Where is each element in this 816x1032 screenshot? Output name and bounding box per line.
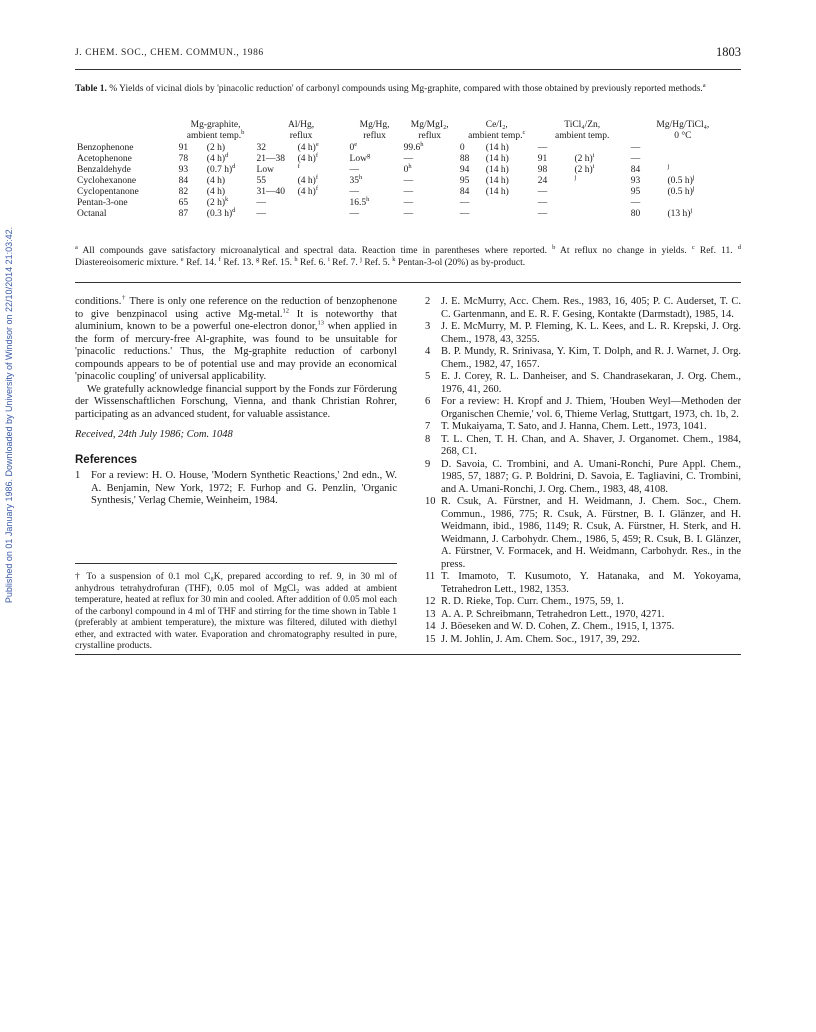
table-row [75, 165, 737, 176]
table-cell: 84 [459, 187, 470, 197]
reference-number: 5 [425, 371, 431, 382]
reference-text: B. P. Mundy, R. Srinivasa, Y. Kim, T. Dolph, and R. J. Warnet, J. Org. Chem., 1982, 47, 1657. [441, 346, 741, 370]
table-cell: — [459, 198, 470, 208]
col-ticl4-zn: TiCl₄/Zn, ambient temp. [555, 120, 610, 141]
running-header [75, 46, 741, 60]
reference-text: E. J. Corey, R. L. Danheiser, and S. Chandrasekaran, J. Org. Chem., 1976, 41, 260. [441, 371, 741, 395]
table-cell: — [403, 176, 414, 186]
table-cell: (0.3 h)$^d$ [206, 206, 236, 219]
page-number: 1803 [716, 45, 741, 59]
table-cell: (2 h)$^i$ [574, 151, 595, 164]
download-watermark [2, 210, 16, 620]
table-label: Table 1. [75, 84, 107, 94]
table-cell: j [574, 173, 577, 181]
table-cell: 87 [178, 209, 189, 219]
reference-number: 10 [425, 496, 436, 507]
table-cell: 0e [349, 140, 358, 153]
reference-item [425, 296, 741, 321]
table-cell [665, 154, 737, 165]
table-cell: 91 [537, 154, 548, 164]
reference-item [425, 346, 741, 371]
reference-item [425, 634, 741, 647]
table-cell: 65 [178, 198, 189, 208]
conclusion-paragraph: conditions.† There is only one reference on the reduction of benzophenone to give benzpinacol using active Mg-metal.$^{12}$ It is noteworthy that aluminium, known to be a powerful one-electron donor,$^{13}$ when applied in the form of mercury-free Al-graphite, was found to be unsuitable for 'pinacolic reductions.' Thus, the Mg-graphite reduction of carbonyl compounds appears to be of potential use and may provide an economical 'pinacolic coupling' of universal applicability. [75, 294, 397, 382]
col-mg-hg-ticl4: Mg/Hg/TiCl₄, 0 °C [656, 120, 710, 141]
footnote-mark: † [75, 572, 82, 582]
reference-number: 6 [425, 396, 431, 407]
reference-item [425, 496, 741, 571]
table-cell: 82 [178, 187, 189, 197]
table-bottom-rule [75, 282, 741, 283]
table-cell: 0$^h$ [403, 162, 412, 175]
table-cell: — [630, 198, 641, 208]
experimental-footnote [75, 572, 397, 653]
reference-item [425, 421, 741, 434]
table-cell: (4 h)$^f$ [297, 184, 318, 197]
reference-number: 14 [425, 621, 436, 632]
table-cell: (14 h) [485, 143, 509, 153]
table-cell: 16.5$^h$ [349, 195, 370, 208]
table-cell: 95 [630, 187, 641, 197]
table-cell [296, 198, 348, 209]
table-cell: — [403, 209, 414, 219]
references-right [425, 296, 741, 646]
table-cell: (4 h) [206, 176, 225, 186]
reference-number: 11 [425, 571, 436, 582]
table-caption-text: % Yields of vicinal diols by 'pinacolic reduction' of carbonyl compounds using Mg-graphite, compared with those obtained by previously reported methods. [109, 84, 703, 94]
table-row [75, 154, 737, 165]
table-cell: (14 h) [485, 187, 509, 197]
col-al-hg: Al/Hg, reflux [287, 120, 315, 141]
footnote-rule [75, 563, 397, 564]
references-heading: References [75, 453, 138, 466]
table-cell: — [349, 165, 360, 175]
reference-number: 8 [425, 433, 431, 445]
table-cell: — [630, 154, 641, 164]
table-cell: 78 [178, 154, 189, 164]
reference-item [425, 621, 741, 634]
reference-text: A. A. P. Schreibmann, Tetrahedron Lett., 1970, 4271. [441, 608, 665, 620]
download-watermark-text: Published on 01 January 1986. Downloaded by University of Windsor on 22/10/2014 21:03:42. [4, 226, 14, 604]
table-cell: 35$^h$ [349, 173, 363, 186]
reference-text: T. Imamoto, T. Kusumoto, Y. Hatanaka, and M. Yokoyama, Tetrahedron Lett., 1982, 1353. [441, 571, 741, 595]
table-cell [484, 198, 536, 209]
table-cell: Low [256, 165, 274, 175]
reference-text: J. E. McMurry, M. P. Fleming, K. L. Kees, and L. R. Krepski, J. Org. Chem., 1978, 43, 3255. [441, 321, 741, 345]
table-cell: Benzophenone [77, 143, 134, 153]
table-cell: 84 [630, 165, 641, 175]
reference-number: 15 [425, 633, 436, 645]
compound-header [75, 120, 177, 143]
journal-title: J. CHEM. SOC., CHEM. COMMUN., 1986 [75, 48, 264, 58]
table-cell: Cyclopentanone [77, 187, 139, 197]
reference-text: R. D. Rieke, Top. Curr. Chem., 1975, 59, 1. [441, 596, 624, 607]
table-cell [572, 143, 628, 154]
table-cell: (4 h)$^f$ [297, 173, 318, 186]
table-cell: Low$^g$ [349, 151, 371, 164]
table-cell: Cyclohexanone [77, 176, 137, 186]
table-row [75, 176, 737, 187]
reference-item [425, 571, 741, 596]
reference-text: J. M. Johlin, J. Am. Chem. Soc., 1917, 39, 292. [441, 633, 640, 645]
table-cell: — [403, 187, 414, 197]
reference-number: 2 [425, 296, 431, 307]
table-cell: — [403, 154, 414, 164]
table-cell: (14 h) [485, 165, 509, 175]
header-rule [75, 69, 741, 70]
table-cell [572, 209, 628, 220]
yields-table [75, 120, 737, 220]
table-cell: Acetophenone [77, 154, 132, 164]
table-cell: Octanal [77, 209, 107, 219]
table-cell: — [537, 187, 548, 197]
table-cell: 95 [459, 176, 470, 186]
table-cell: — [537, 143, 548, 153]
reference-text: J. Böeseken and W. D. Cohen, Z. Chem., 1915, I, 1375. [441, 621, 675, 632]
table-cell: (4 h)$^d$ [206, 151, 229, 164]
table-cell: — [537, 209, 548, 219]
table-cell: 88 [459, 154, 470, 164]
reference-item [75, 470, 397, 508]
table-row [75, 187, 737, 198]
table-cell: — [256, 209, 267, 219]
table-cell: (4 h)$^e$ [297, 140, 319, 153]
table-cell: (2 h)$^k$ [206, 195, 229, 208]
col-mg-graphite: Mg-graphite, ambient temp.$^b$ [186, 120, 245, 141]
table-cell: Benzaldehyde [77, 165, 131, 175]
table-cell: Pentan-3-one [77, 198, 128, 208]
table-cell [665, 198, 737, 209]
col-ce-i2: Ce/I₂, ambient temp.$^c$ [468, 120, 526, 141]
table-cell: 84 [178, 176, 189, 186]
table-cell: 21—38 [256, 154, 286, 164]
table-cell: (2 h)$^i$ [574, 162, 595, 175]
table-cell: (4 h)$^f$ [297, 151, 318, 164]
table-cell: (13 h)$^j$ [667, 206, 693, 219]
reference-text: For a review: H. Kropf and J. Thiem, 'Houben Weyl—Methoden der Organischen Chemie,' vol. 6, Thieme Verlag, Stuttgart, 1973, ch. 1b, 2. [441, 396, 741, 420]
table-body [75, 140, 737, 220]
table-cell: (2 h) [206, 143, 225, 153]
reference-text: T. Mukaiyama, T. Sato, and J. Hanna, Chem. Lett., 1973, 1041. [441, 421, 707, 432]
reference-item [425, 459, 741, 497]
table-cell: 0 [459, 143, 465, 153]
reference-text: D. Savoia, C. Trombini, and A. Umani-Ronchi, Pure Appl. Chem., 1985, 57, 1887; G. P. Boldrini, D. Savoia, E. Tagliavini, C. Trombini, and A. Umani-Ronchi, J. Org. Chem., 1983, 48, 4108. [441, 458, 741, 495]
table-cell: 91 [178, 143, 189, 153]
reference-item [425, 396, 741, 421]
table-cell: — [256, 198, 267, 208]
table-cell: (4 h) [206, 187, 225, 197]
left-column [75, 296, 397, 508]
reference-number: 7 [425, 421, 431, 432]
table-cell [484, 209, 536, 220]
reference-text: R. Csuk, A. Fürstner, and H. Weidmann, J. Chem. Soc., Chem. Commun., 1986, 775; R. Csuk, A. Fürstner, B. I. Glänzer, and H. Weidmann, ibid., 1986, 1149; R. Csuk, A. Fürstner, H. Sterk, and H. Weidmann, J. Carbohydr. Chem., 1986, 5, 459; R. Csuk, B. I. Glänzer, A. Fürstner, V. Formacek, and H. Weidmann, Carbohydr. Res., in the press. [441, 496, 741, 570]
table-cell: 99.6$^h$ [403, 140, 424, 153]
table-cell: 98 [537, 165, 548, 175]
table-cell: (0.7 h)$^d$ [206, 162, 236, 175]
table-cell: — [537, 198, 548, 208]
table-caption [75, 81, 741, 96]
reference-text: T. L. Chen, T. H. Chan, and A. Shaver, J. Organomet. Chem., 1984, 268, C1. [441, 433, 741, 457]
table-cell: 31—40 [256, 187, 286, 197]
table-cell [572, 187, 628, 198]
table-cell: 55 [256, 176, 267, 186]
table-cell: 93 [178, 165, 189, 175]
table-cell: 32 [256, 143, 267, 153]
table-cell: (0.5 h)$^j$ [667, 173, 695, 186]
table-cell: f [297, 162, 300, 170]
caption-note-mark: a [702, 81, 706, 89]
table-cell: 24 [537, 176, 548, 186]
page-bottom-rule [75, 654, 741, 655]
reference-number: 3 [425, 321, 431, 332]
table-cell [296, 209, 348, 220]
reference-item [425, 596, 741, 609]
received-date: Received, 24th July 1986; Com. 1048 [75, 429, 233, 440]
table-cell: — [349, 209, 360, 219]
table-cell: — [459, 209, 470, 219]
reference-number: 4 [425, 346, 431, 357]
reference-number: 12 [425, 596, 436, 607]
reference-item [425, 371, 741, 396]
reference-item [425, 609, 741, 622]
table-cell: — [349, 187, 360, 197]
reference-number: 1 [75, 470, 81, 481]
references-left [75, 470, 397, 508]
footnote-text: To a suspension of 0.1 mol C₈K, prepared according to ref. 9, in 30 ml of anhydrous tetrahydrofuran (THF), 0.05 mol of MgCl₂ was added at ambient temperature, heated at reflux for 30 min and cooled. After addition of 0.05 mol each of the carbonyl compound in 4 ml of THF and stirring for the time shown in Table 1 (preferably at ambient temperature), the mixture was filtered, diluted with diethyl ether, and extracted with water. Evaporation and chromatography resulted in pure, crystalline products. [75, 572, 398, 651]
table-cell: 94 [459, 165, 470, 175]
reference-number: 13 [425, 608, 436, 620]
reference-text: J. E. McMurry, Acc. Chem. Res., 1983, 16, 405; P. C. Auderset, T. C. C. Gartenmann, and E. R. F. Gesing, Kontakte (Darmstadt), 1985, 14. [441, 296, 741, 320]
reference-item [425, 434, 741, 459]
reference-item [425, 321, 741, 346]
table-row [75, 143, 737, 154]
right-column [425, 296, 741, 646]
table-row [75, 198, 737, 209]
table-cell [572, 198, 628, 209]
acknowledgement-paragraph: We gratefully acknowledge financial support by the Fonds zur Förderung der Wissenschaftlichen Forschung, Vienna, and thank Christian Rohrer, participating as an advanced student, for valuable assistance. [75, 383, 397, 420]
col-mg-hg: Mg/Hg, reflux [359, 120, 390, 141]
reference-number: 9 [425, 458, 431, 470]
table-row [75, 209, 737, 220]
table-cell: (14 h) [485, 176, 509, 186]
table-cell: 80 [630, 209, 641, 219]
table-cell: (0.5 h)$^j$ [667, 184, 695, 197]
table-cell: j [667, 162, 670, 170]
table-footnotes: $^a$ All compounds gave satisfactory microanalytical and spectral data. Reaction time in parentheses where reported. $^b$ At reflux no change in yields. $^c$ Ref. 11. $^d$ Diastereoisomeric mixture. $^e$ Ref. 14. $^f$ Ref. 13. $^g$ Ref. 15. $^h$ Ref. 6. $^i$ Ref. 7. $^j$ Ref. 5. $^k$ Pentan-3-ol (20%) as by-product. [75, 243, 742, 268]
table-cell: — [630, 143, 641, 153]
reference-text: For a review: H. O. House, 'Modern Synthetic Reactions,' 2nd edn., W. A. Benjamin, New York, 1972; F. Furhop and G. Penzlin, 'Organic Synthesis,' Verlag Chemie, Weinheim, 1984. [91, 470, 397, 506]
table-cell: (14 h) [485, 154, 509, 164]
table-cell: — [403, 198, 414, 208]
table-cell [665, 143, 737, 154]
col-mg-mgi2: Mg/MgI₂, reflux [410, 120, 449, 141]
table-cell: 93 [630, 176, 641, 186]
